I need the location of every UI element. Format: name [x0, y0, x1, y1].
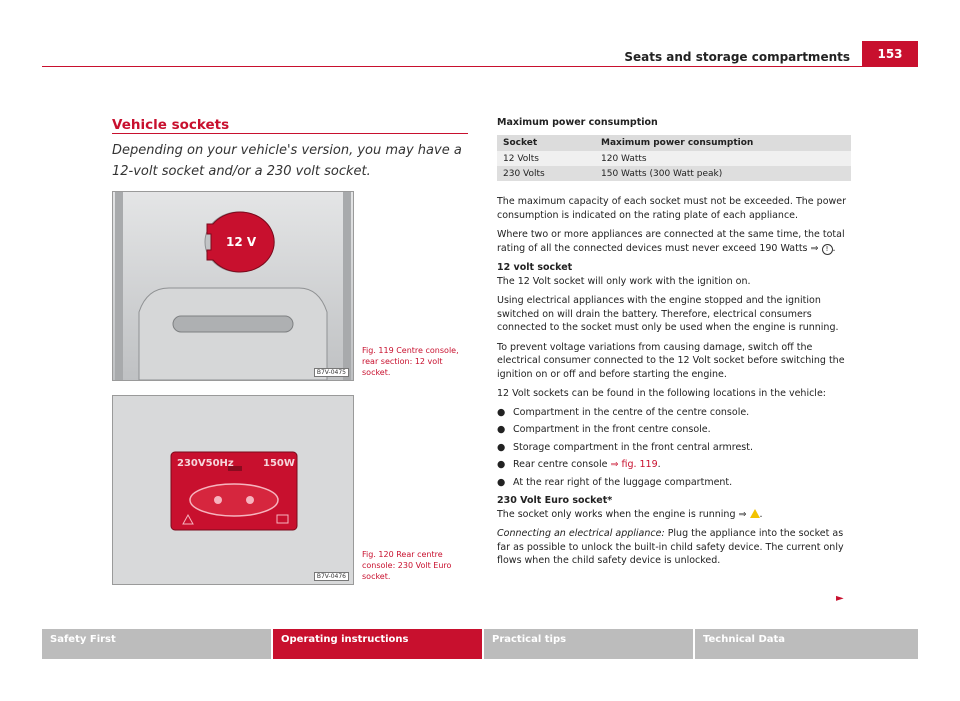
list-item-text: Rear centre console [513, 459, 608, 470]
figure-230v-socket [112, 395, 354, 585]
bullet-icon: ● [497, 406, 506, 418]
running-header: Seats and storage compartments [624, 50, 850, 64]
list-item-text: Compartment in the front centre console. [513, 424, 711, 435]
list-item-text: At the rear right of the luggage compartment. [513, 476, 733, 488]
section-intro: Depending on your vehicle's version, you may have a 12-volt socket and/or a 230 volt socket. [112, 143, 462, 179]
paragraph: The 12 Volt socket will only work with the ignition on. [497, 275, 751, 287]
table-row [497, 166, 851, 181]
table-row [497, 151, 851, 166]
page-number: 153 [862, 41, 918, 67]
warning-icon [750, 509, 760, 518]
list-item: ● Rear centre console ⇒ fig. 119. [497, 459, 661, 470]
footer-tab-technical-data[interactable]: Technical Data [695, 629, 918, 659]
bullet-icon: ● [497, 441, 506, 453]
footer-tab-safety-first[interactable]: Safety First [42, 629, 271, 659]
list-item [497, 476, 853, 490]
section-rule [112, 133, 468, 134]
figure-12v-socket [112, 191, 354, 381]
continue-arrow-icon: ► [836, 593, 844, 604]
table-cell: 150 Watts (300 Watt peak) [595, 166, 851, 181]
paragraph: The maximum capacity of each socket must not be exceeded. The power consumption is indicated on the rating plate of each appliance. [497, 196, 847, 221]
150w-socket-label: 150W [263, 458, 295, 469]
list-item [497, 406, 853, 420]
table-header-power: Maximum power consumption [595, 135, 851, 151]
list-item [497, 441, 853, 455]
figure-caption: Fig. 120 Rear centre console: 230 Volt Euro socket. [362, 550, 452, 581]
paragraph-text: The socket only works when the engine is running ⇒ [497, 508, 747, 520]
table-cell: 120 Watts [595, 151, 851, 166]
paragraph-text: Where two or more appliances are connected at the same time, the total rating of all the connected devices must never exceed 190 Watts ⇒ [497, 229, 845, 254]
paragraph [497, 527, 853, 568]
230v-socket-illustration [113, 396, 353, 584]
subheading-230v: 230 Volt Euro socket* [497, 495, 613, 506]
list-item-text: Compartment in the centre of the centre console. [513, 406, 750, 418]
12v-socket-label: 12 V [226, 235, 257, 249]
bullet-icon: ● [497, 424, 506, 435]
bullet-icon: ● [497, 459, 506, 470]
paragraph: 12 Volt sockets can be found in the following locations in the vehicle: [497, 388, 826, 399]
header-rule [42, 66, 918, 67]
footer-tab-operating-instructions[interactable]: Operating instructions [273, 629, 482, 659]
12v-socket-illustration [113, 192, 353, 380]
230v-socket-label: 230V50Hz [177, 458, 234, 469]
list-item [497, 423, 853, 437]
paragraph: Using electrical appliances with the engine stopped and the ignition switched on will drain the battery. Therefore, electrical consumers connected to the socket must only be used when the engine is running. [497, 295, 839, 333]
paragraph-lead: Connecting an electrical appliance: [497, 528, 665, 539]
paragraph: The socket only works when the engine is running ⇒ . [497, 508, 763, 520]
list-item-text: Storage compartment in the front central armrest. [513, 441, 753, 453]
bullet-icon: ● [497, 476, 506, 488]
table-header-socket: Socket [497, 135, 595, 151]
figure-link[interactable]: ⇒ fig. 119 [610, 459, 658, 470]
subheading-12v: 12 volt socket [497, 262, 573, 273]
body-text [497, 195, 853, 568]
paragraph: Where two or more appliances are connected at the same time, the total rating of all the connected devices must never exceed 190 Watts ⇒ ! . [497, 229, 845, 254]
footer-tab-practical-tips[interactable]: Practical tips [484, 629, 693, 659]
section-title: Vehicle sockets [112, 117, 230, 133]
caution-icon: ! [822, 244, 833, 255]
table-cell: 12 Volts [497, 151, 595, 166]
power-table [497, 135, 851, 181]
figure-code: B7V-0476 [314, 572, 349, 581]
paragraph: To prevent voltage variations from causing damage, switch off the electrical consumer connected to the 12 Volt socket before switching the ignition on or off and before starting the engine. [497, 341, 845, 380]
figure-caption: Fig. 119 Centre console, rear section: 12 volt socket. [362, 346, 459, 377]
paragraph-text: Plug the appliance into the socket as far as possible to unlock the built-in child safety device. The current only flows when the child safety device is unlocked. [497, 528, 844, 566]
figure-code: B7V-0475 [314, 368, 349, 377]
table-heading: Maximum power consumption [497, 117, 658, 128]
table-cell: 230 Volts [497, 166, 595, 181]
